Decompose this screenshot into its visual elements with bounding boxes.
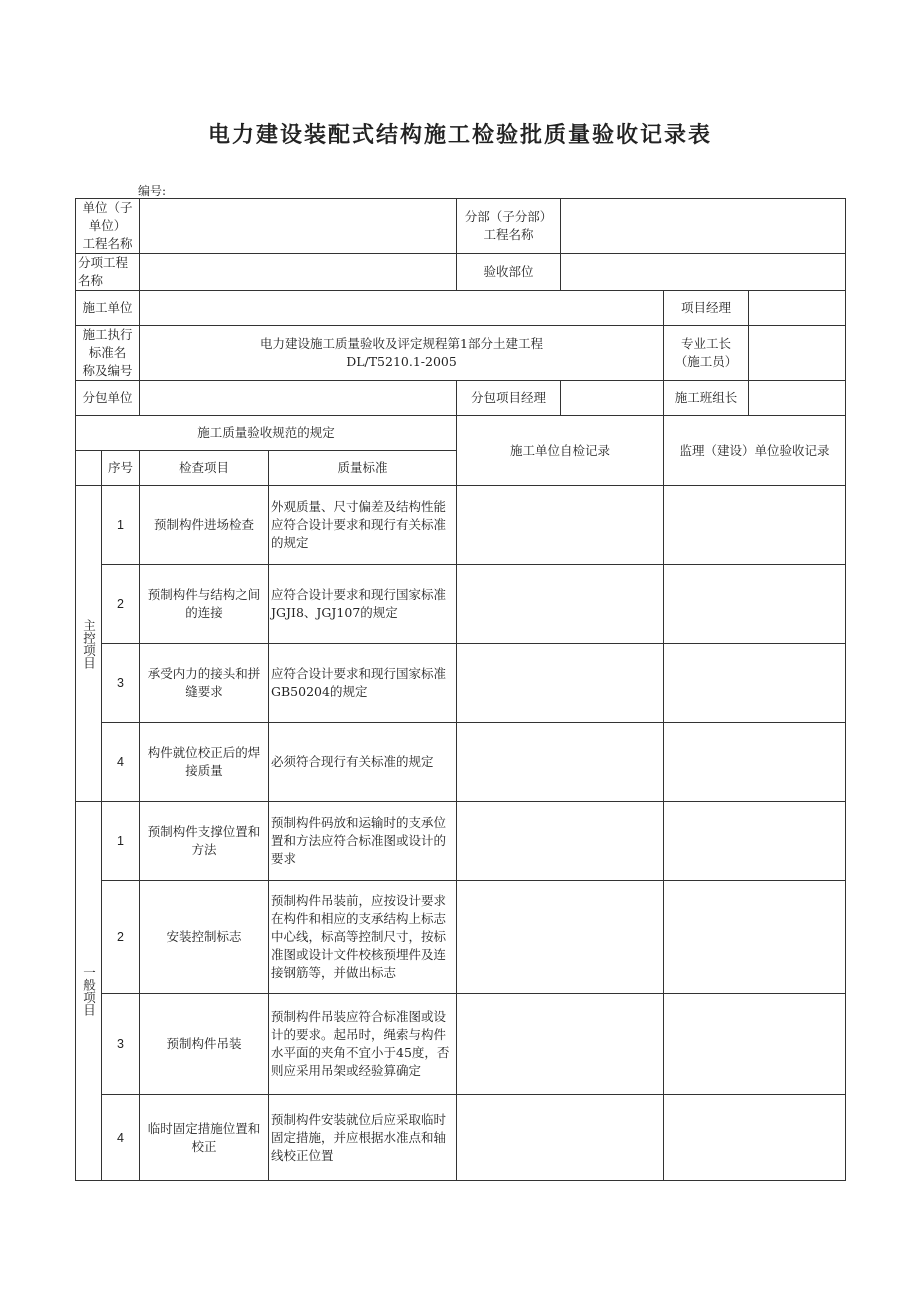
acceptance-part-label: 验收部位 — [457, 254, 561, 291]
row-standard: 预制构件码放和运输时的支承位置和方法应符合标准图或设计的要求 — [269, 802, 457, 881]
team-leader-value[interactable] — [749, 381, 846, 416]
page-title: 电力建设装配式结构施工检验批质量验收记录表 — [207, 122, 712, 148]
row-standard: 外观质量、尺寸偏差及结构性能应符合设计要求和现行有关标准的规定 — [269, 486, 457, 565]
sub-pm-value[interactable] — [561, 381, 664, 416]
row-standard: 应符合设计要求和现行国家标准JGJI8、JGJ107的规定 — [269, 565, 457, 644]
self-check-cell[interactable] — [457, 1095, 664, 1181]
row-no: 4 — [102, 723, 140, 802]
supervision-cell[interactable] — [664, 994, 846, 1095]
row-standard: 必须符合现行有关标准的规定 — [269, 723, 457, 802]
header-row-subitem — [76, 254, 846, 291]
code-label: 编号: — [138, 184, 167, 198]
standard-label: 施工执行标准名 称及编号 — [76, 326, 140, 381]
row-standard: 预制构件吊装前，应按设计要求在构件和相应的支承结构上标志中心线，标高等控制尺寸，按标准图或设计文件校核预埋件及连接钢筋等，并做出标志 — [269, 881, 457, 994]
row-item: 安装控制标志 — [140, 881, 269, 994]
subcontractor-label: 分包单位 — [76, 381, 140, 416]
row-item: 临时固定措施位置和校正 — [140, 1095, 269, 1181]
table-row — [76, 802, 846, 881]
row-no: 2 — [102, 565, 140, 644]
row-item: 预制构件进场检查 — [140, 486, 269, 565]
header-row-subcontractor — [76, 381, 846, 416]
spec-header: 施工质量验收规范的规定 — [76, 416, 457, 451]
self-check-cell[interactable] — [457, 565, 664, 644]
constructor-value[interactable] — [140, 291, 664, 326]
self-check-cell[interactable] — [457, 802, 664, 881]
team-leader-label: 施工班组长 — [664, 381, 749, 416]
subitem-label: 分项工程名称 — [76, 254, 140, 291]
sub-pm-label: 分包项目经理 — [457, 381, 561, 416]
general-label: 一般项目 — [76, 802, 102, 1181]
main-control-label: 主控项目 — [76, 486, 102, 802]
row-standard: 预制构件吊装应符合标准图或设计的要求。起吊时，绳索与构件水平面的夹角不宜小于45度，否则应采用吊架或经验算确定 — [269, 994, 457, 1095]
supervision-cell[interactable] — [664, 881, 846, 994]
seq-header: 序号 — [102, 451, 140, 486]
table-row — [76, 994, 846, 1095]
foreman-value[interactable] — [749, 326, 846, 381]
supervision-cell[interactable] — [664, 486, 846, 565]
table-row — [76, 486, 846, 565]
unit-value[interactable] — [140, 199, 457, 254]
self-check-cell[interactable] — [457, 723, 664, 802]
subitem-value[interactable] — [140, 254, 457, 291]
division-label: 分部（子分部） 工程名称 — [457, 199, 561, 254]
constructor-label: 施工单位 — [76, 291, 140, 326]
foreman-label: 专业工长 （施工员） — [664, 326, 749, 381]
self-check-cell[interactable] — [457, 994, 664, 1095]
supervision-header: 监理（建设）单位验收记录 — [664, 416, 846, 486]
item-header: 检查项目 — [140, 451, 269, 486]
row-item: 承受内力的接头和拼缝要求 — [140, 644, 269, 723]
table-row — [76, 644, 846, 723]
table-row — [76, 565, 846, 644]
supervision-cell[interactable] — [664, 1095, 846, 1181]
acceptance-part-value[interactable] — [561, 254, 846, 291]
row-no: 1 — [102, 486, 140, 565]
division-value[interactable] — [561, 199, 846, 254]
header-row-constructor — [76, 291, 846, 326]
supervision-cell[interactable] — [664, 644, 846, 723]
standard-header: 质量标准 — [269, 451, 457, 486]
self-check-header: 施工单位自检记录 — [457, 416, 664, 486]
pm-label: 项目经理 — [664, 291, 749, 326]
table-row — [76, 723, 846, 802]
row-standard: 预制构件安装就位后应采取临时固定措施，并应根据水准点和轴线校正位置 — [269, 1095, 457, 1181]
row-item: 预制构件吊装 — [140, 994, 269, 1095]
supervision-cell[interactable] — [664, 802, 846, 881]
header-row-unit — [76, 199, 846, 254]
unit-label: 单位（子单位） 工程名称 — [76, 199, 140, 254]
self-check-cell[interactable] — [457, 486, 664, 565]
subcontractor-value[interactable] — [140, 381, 457, 416]
row-item: 预制构件支撑位置和方法 — [140, 802, 269, 881]
row-no: 3 — [102, 994, 140, 1095]
acceptance-table — [75, 198, 846, 1181]
blank-header — [76, 451, 102, 486]
row-item: 预制构件与结构之间的连接 — [140, 565, 269, 644]
self-check-cell[interactable] — [457, 881, 664, 994]
self-check-cell[interactable] — [457, 644, 664, 723]
row-no: 1 — [102, 802, 140, 881]
pm-value[interactable] — [749, 291, 846, 326]
supervision-cell[interactable] — [664, 723, 846, 802]
standard-value: 电力建设施工质量验收及评定规程第1部分土建工程 DL/T5210.1-2005 — [140, 326, 664, 381]
header-row-standard — [76, 326, 846, 381]
supervision-cell[interactable] — [664, 565, 846, 644]
spec-header-row — [76, 416, 846, 451]
row-item: 构件就位校正后的焊接质量 — [140, 723, 269, 802]
row-standard: 应符合设计要求和现行国家标准GB50204的规定 — [269, 644, 457, 723]
table-row — [76, 881, 846, 994]
table-row — [76, 1095, 846, 1181]
row-no: 4 — [102, 1095, 140, 1181]
row-no: 3 — [102, 644, 140, 723]
row-no: 2 — [102, 881, 140, 994]
